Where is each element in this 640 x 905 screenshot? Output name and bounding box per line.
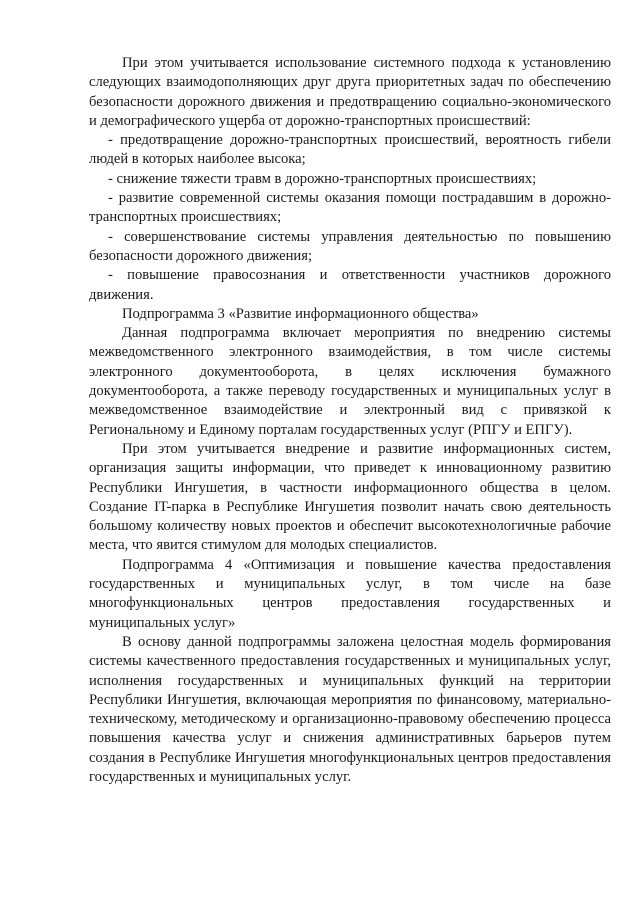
list-item-accident-prevention: - предотвращение дорожно-транспортных происшествий, вероятность гибели людей в которых наиболее высока; [89, 132, 611, 168]
subprogram-3-heading: Подпрограмма 3 «Развитие информационного общества» [122, 305, 479, 322]
list-item-legal-awareness: - повышение правосознания и ответственности участников дорожного движения. [89, 267, 611, 303]
paragraph-information-systems: При этом учитывается внедрение и развитие информационных систем, организация защиты информации, что приведет к инновационному развитию Республики Ингушетия, в частности информационного общества в целом. Создание IT-парка в Республике Ингушетия позволит начать свою деятельность большому количеству новых проектов и обеспечит высокотехнологичные рабочие места, что явится стимулом для молодых специалистов. [89, 440, 611, 554]
subprogram-4-heading: Подпрограмма 4 «Оптимизация и повышение качества предоставления государственных и муниципальных услуг, в том числе на базе многофункциональных центров предоставления государственных и муниципальных услуг» [89, 556, 611, 631]
paragraph-subprogram-3-description: Данная подпрограмма включает мероприятия по внедрению системы межведомственного электронного взаимодействия, в том числе системы электронного документооборота, в целях исключения бумажного документооборота, а также переводу государственных и муниципальных услуг в межведомственное взаимодействие и электронный вид с привязкой к Региональному и Единому порталам государственных услуг (РПГУ и ЕПГУ). [89, 325, 611, 438]
paragraph-priority-tasks-intro: При этом учитывается использование системного подхода к установлению следующих взаимодополняющих друг друга приоритетных задач по обеспечению безопасности дорожного движения и предотвращению социально-экономического и демографического ущерба от дорожно-транспортных происшествий: [89, 55, 611, 129]
paragraph-subprogram-4-description: В основу данной подпрограммы заложена целостная модель формирования системы качественного предоставления государственных и муниципальных услуг, исполнения государственных и муниципальных функций на территории Республики Ингушетия, включающая мероприятия по финансовому, материально-техническому, методическому и организационно-правовому обеспечению процесса повышения качества услуг и снижения административных барьеров путем создания в Республике Ингушетия многофункциональных центров предоставления государственных и муниципальных услуг. [89, 633, 611, 785]
list-item-management-improvement: - совершенствование системы управления деятельностью по повышению безопасности дорожного движения; [89, 228, 611, 264]
list-item-victim-assistance: - развитие современной системы оказания помощи пострадавшим в дорожно-транспортных происшествиях; [89, 190, 611, 226]
list-item-injury-reduction: - снижение тяжести травм в дорожно-транспортных происшествиях; [108, 170, 537, 187]
document-body [89, 54, 611, 787]
